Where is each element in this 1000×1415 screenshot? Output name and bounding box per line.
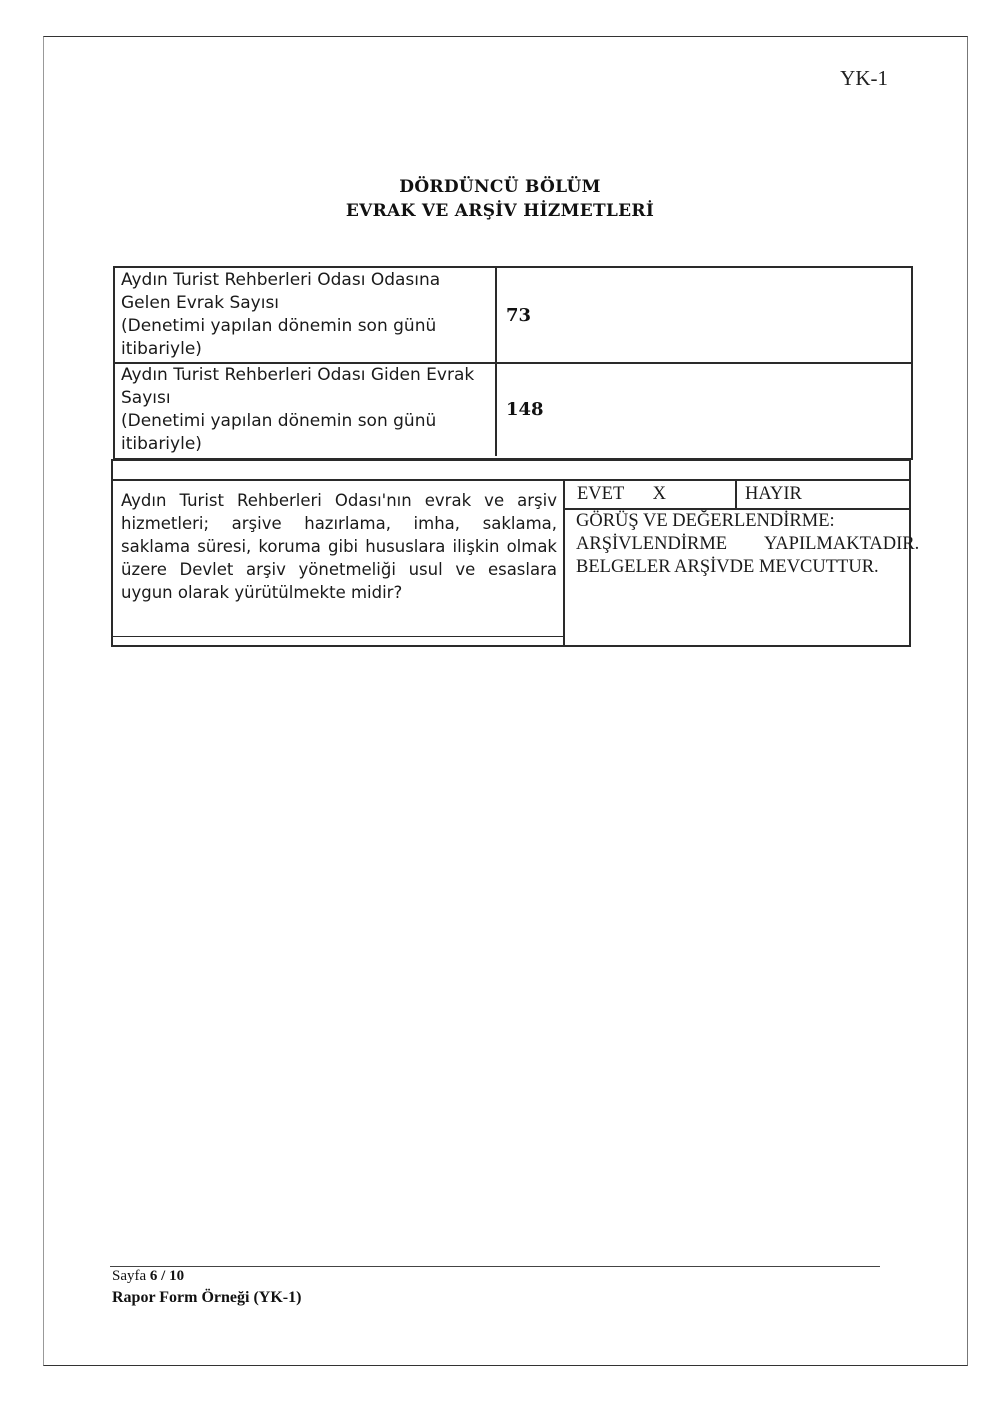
section-title: DÖRDÜNCÜ BÖLÜM: [399, 177, 601, 197]
archive-table-column-divider: [563, 479, 565, 645]
form-name: Rapor Form Örneği (YK-1): [112, 1289, 302, 1306]
assessment-line-1-right: YAPILMAKTADIR.: [764, 534, 920, 554]
archive-question-text: Aydın Turist Rehberleri Odası'nın evrak ve arşiv hizmetleri; arşive hazırlama, imha, saklama, saklama süresi, koruma gibi hususlara ilişkin olmak üzere Devlet arşiv yönetmeliği usul ve esaslara uygun olarak yürütülmekte midir?: [121, 491, 557, 602]
page-indicator: [112, 1268, 184, 1285]
label-line: Aydın Turist Rehberleri Odası Giden Evrak: [121, 365, 475, 385]
label-line: itibariyle): [121, 339, 202, 359]
label-line: Aydın Turist Rehberleri Odası Odasına: [121, 270, 441, 290]
outgoing-documents-count: 148: [506, 399, 544, 420]
section-subtitle: EVRAK VE ARŞİV HİZMETLERİ: [345, 201, 655, 221]
page-number: 6 / 10: [149, 1268, 185, 1284]
label-line: itibariyle): [121, 434, 202, 454]
label-line: Sayısı: [121, 388, 171, 408]
answer-row-divider: [565, 508, 909, 510]
page-prefix: Sayfa: [112, 1268, 147, 1284]
assessment-title: GÖRÜŞ VE DEĞERLENDİRME:: [576, 511, 835, 531]
yes-label: EVET: [577, 484, 624, 504]
no-option: HAYIR: [745, 484, 802, 504]
assessment-line-1-left: ARŞİVLENDİRME: [576, 534, 728, 554]
answer-option-divider: [735, 481, 737, 508]
archive-table-top-divider: [111, 479, 911, 481]
label-line: Gelen Evrak Sayısı: [121, 293, 280, 313]
outgoing-documents-label: [121, 364, 474, 456]
records-table-divider: [495, 266, 497, 456]
label-line: (Denetimi yapılan dönemin son günü: [121, 316, 437, 336]
footer-rule: [110, 1266, 880, 1267]
yes-mark: X: [652, 484, 666, 504]
incoming-documents-label: [121, 269, 440, 361]
incoming-documents-count: 73: [506, 305, 532, 326]
page-frame: [43, 36, 968, 1366]
document-code: YK-1: [840, 66, 888, 90]
assessment-line-2: BELGELER ARŞİVDE MEVCUTTUR.: [576, 557, 879, 577]
yes-option: [577, 484, 666, 505]
label-line: (Denetimi yapılan dönemin son günü: [121, 411, 437, 431]
question-bottom-rule: [113, 636, 564, 637]
